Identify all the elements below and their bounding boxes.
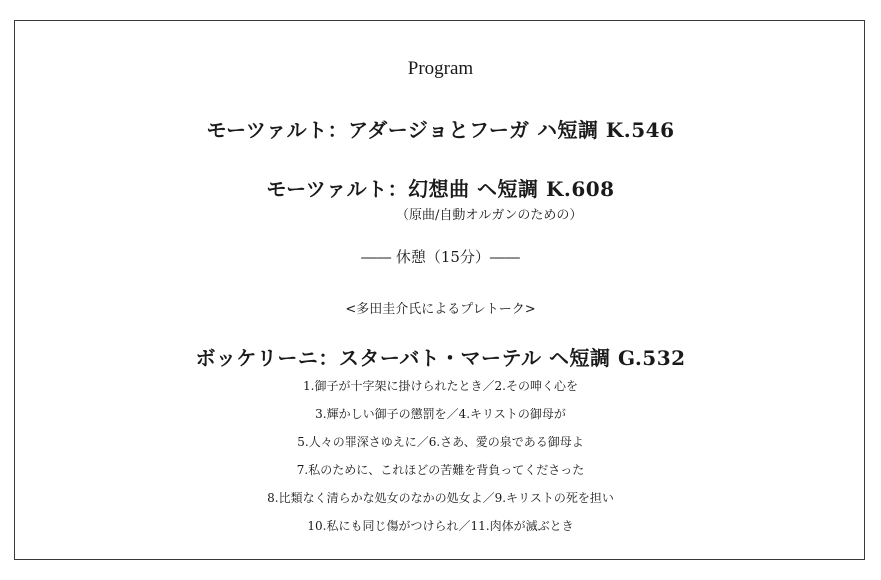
movement-list-item: 8.比類なく清らかな処女のなかの処女よ／9.キリストの死を担い [267,491,614,505]
movement-list-item: 7.私のために、これほどの苦難を背負ってくださった [296,463,585,477]
piece-mozart-fantasia: モーツァルト：幻想曲 ヘ短調 K.608 [266,177,615,201]
intermission-line: ―― 休憩（15分）―― [361,248,520,266]
movement-list-item: 1.御子が十字架に掛けられたとき／2.その呻く心を [303,379,578,393]
movement-list-item: 5.人々の罪深さゆえに／6.さあ、愛の泉である御母よ [297,435,584,449]
piece-boccherini-stabat-mater: ボッケリーニ：スターバト・マーテル ヘ短調 G.532 [195,346,686,370]
program-heading: Program [407,58,474,79]
program-frame [14,20,865,560]
pre-talk-line: <多田圭介氏によるプレトーク> [345,302,536,317]
piece-note: （原曲/自動オルガンのための） [396,208,583,223]
piece-mozart-adagio-fugue: モーツァルト：アダージョとフーガ ハ短調 K.546 [206,118,675,142]
movement-list-item: 10.私にも同じ傷がつけられ／11.肉体が滅ぶとき [307,519,574,533]
movement-list-item: 3.輝かしい御子の懲罰を／4.キリストの御母が [315,407,566,421]
